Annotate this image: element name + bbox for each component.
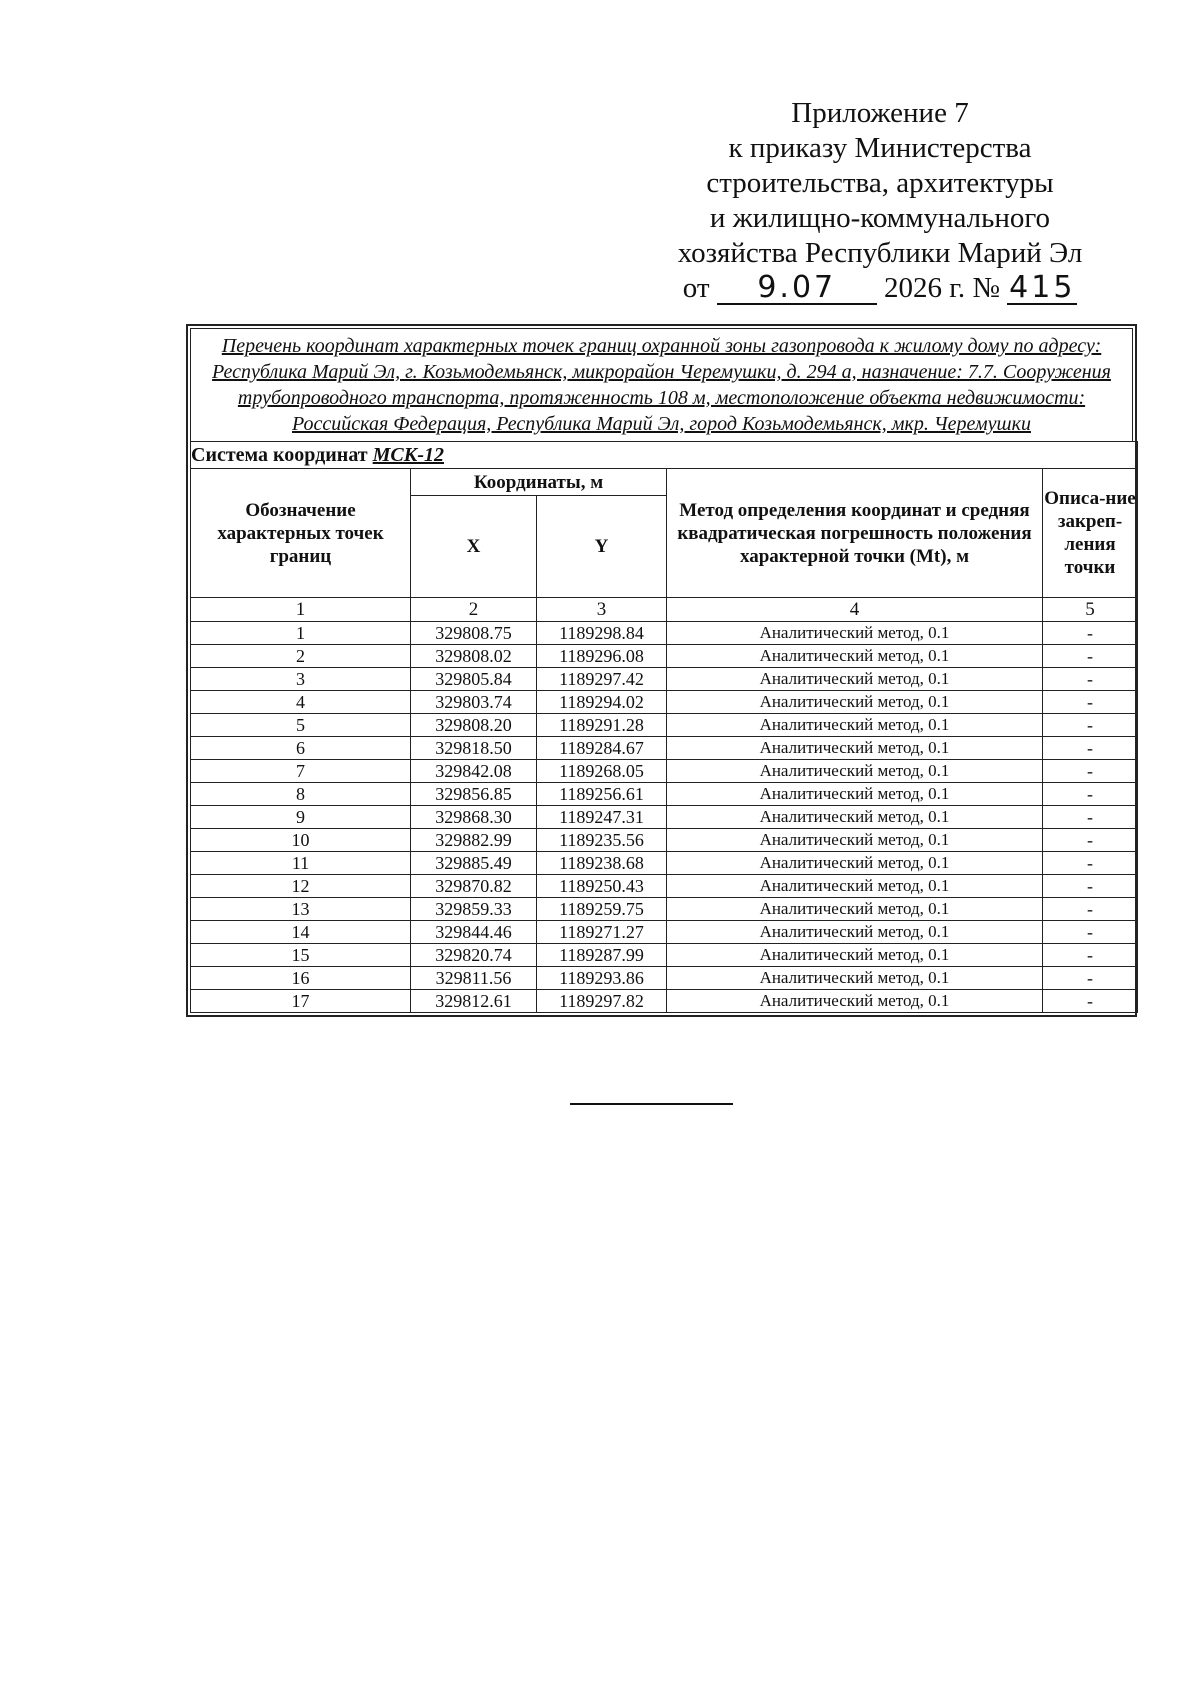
table-row [191, 875, 1138, 898]
col-number-5: 5 [1043, 598, 1138, 622]
description-cell: - [1043, 806, 1138, 829]
y-cell: 1189297.42 [537, 668, 667, 691]
ministry-line-2: и жилищно-коммунального [709, 202, 1051, 234]
description-cell: - [1043, 990, 1138, 1013]
x-cell: 329859.33 [411, 898, 537, 921]
point-cell: 7 [191, 760, 411, 783]
y-cell: 1189268.05 [537, 760, 667, 783]
coordinate-system-row [191, 442, 1138, 469]
description-cell: - [1043, 875, 1138, 898]
table-body [191, 622, 1138, 1013]
y-cell: 1189293.86 [537, 967, 667, 990]
method-cell: Аналитический метод, 0.1 [667, 668, 1043, 691]
y-cell: 1189250.43 [537, 875, 667, 898]
x-cell: 329808.20 [411, 714, 537, 737]
table-row [191, 668, 1138, 691]
ministry-line-1: строительства, архитектуры [706, 167, 1054, 199]
y-cell: 1189294.02 [537, 691, 667, 714]
coordinates-table [190, 441, 1138, 1013]
y-cell: 1189297.82 [537, 990, 667, 1013]
description-cell: - [1043, 898, 1138, 921]
x-cell: 329882.99 [411, 829, 537, 852]
table-row [191, 760, 1138, 783]
method-cell: Аналитический метод, 0.1 [667, 806, 1043, 829]
coordinate-system-cell [191, 442, 1138, 469]
method-cell: Аналитический метод, 0.1 [667, 829, 1043, 852]
col-header-x: X [411, 496, 537, 598]
x-cell: 329812.61 [411, 990, 537, 1013]
method-cell: Аналитический метод, 0.1 [667, 921, 1043, 944]
method-cell: Аналитический метод, 0.1 [667, 691, 1043, 714]
y-cell: 1189238.68 [537, 852, 667, 875]
method-cell: Аналитический метод, 0.1 [667, 944, 1043, 967]
ministry-line-3: хозяйства Республики Марий Эл [677, 237, 1083, 269]
description-cell: - [1043, 737, 1138, 760]
end-of-document-line [570, 1103, 733, 1105]
method-cell: Аналитический метод, 0.1 [667, 760, 1043, 783]
description-cell: - [1043, 622, 1138, 645]
method-cell: Аналитический метод, 0.1 [667, 737, 1043, 760]
coordinates-table-frame [186, 324, 1137, 1017]
point-cell: 8 [191, 783, 411, 806]
method-cell: Аналитический метод, 0.1 [667, 714, 1043, 737]
table-row [191, 852, 1138, 875]
point-cell: 1 [191, 622, 411, 645]
method-cell: Аналитический метод, 0.1 [667, 852, 1043, 875]
order-date-line [660, 271, 1100, 306]
coordinate-system-label: Система координат [191, 443, 368, 466]
col-number-2: 2 [411, 598, 537, 622]
col-header-coords-group: Координаты, м [411, 469, 667, 496]
x-cell: 329818.50 [411, 737, 537, 760]
order-reference-line: к приказу Министерства [728, 132, 1032, 164]
order-date: 9.07 [717, 273, 877, 305]
description-cell: - [1043, 645, 1138, 668]
table-row [191, 714, 1138, 737]
table-caption: Перечень координат характерных точек границ охранной зоны газопровода к жилому дому по адресу: Республика Марий Эл, г. Козьмодемьянск, микрорайон Черемушки, д. 294 а, назначение: 7.7. Сооружения трубопроводного транспорта, протяженность 108 м, местоположение объекта недвижимости: Российская Федерация, Республика Марий Эл, город Козьмодемьянск, мкр. Черемушки [190, 328, 1133, 441]
table-row [191, 622, 1138, 645]
table-row [191, 691, 1138, 714]
table-row [191, 737, 1138, 760]
table-row [191, 990, 1138, 1013]
point-cell: 15 [191, 944, 411, 967]
point-cell: 4 [191, 691, 411, 714]
y-cell: 1189235.56 [537, 829, 667, 852]
col-number-3: 3 [537, 598, 667, 622]
header-row-1 [191, 469, 1138, 496]
point-cell: 16 [191, 967, 411, 990]
y-cell: 1189291.28 [537, 714, 667, 737]
method-cell: Аналитический метод, 0.1 [667, 967, 1043, 990]
coordinate-system-name: МСК-12 [372, 443, 444, 466]
x-cell: 329870.82 [411, 875, 537, 898]
appendix-title: Приложение 7 [791, 97, 969, 129]
table-row [191, 898, 1138, 921]
y-cell: 1189298.84 [537, 622, 667, 645]
method-cell: Аналитический метод, 0.1 [667, 622, 1043, 645]
point-cell: 9 [191, 806, 411, 829]
table-row [191, 645, 1138, 668]
x-cell: 329868.30 [411, 806, 537, 829]
x-cell: 329808.02 [411, 645, 537, 668]
order-number: 415 [1009, 270, 1076, 305]
col-header-y: Y [537, 496, 667, 598]
point-cell: 13 [191, 898, 411, 921]
point-cell: 10 [191, 829, 411, 852]
x-cell: 329820.74 [411, 944, 537, 967]
description-cell: - [1043, 921, 1138, 944]
x-cell: 329842.08 [411, 760, 537, 783]
x-cell: 329844.46 [411, 921, 537, 944]
table-row [191, 921, 1138, 944]
x-cell: 329803.74 [411, 691, 537, 714]
y-cell: 1189287.99 [537, 944, 667, 967]
x-cell: 329856.85 [411, 783, 537, 806]
point-cell: 12 [191, 875, 411, 898]
description-cell: - [1043, 668, 1138, 691]
col-number-4: 4 [667, 598, 1043, 622]
col-header-method: Метод определения координат и средняя квадратическая погрешность положения характерной точки (Mt), м [667, 469, 1043, 598]
method-cell: Аналитический метод, 0.1 [667, 783, 1043, 806]
description-cell: - [1043, 967, 1138, 990]
col-header-description: Описа-ние закреп-ления точки [1043, 469, 1138, 598]
description-cell: - [1043, 714, 1138, 737]
date-prefix: от [682, 272, 710, 304]
y-cell: 1189284.67 [537, 737, 667, 760]
point-cell: 14 [191, 921, 411, 944]
y-cell: 1189259.75 [537, 898, 667, 921]
y-cell: 1189296.08 [537, 645, 667, 668]
point-cell: 5 [191, 714, 411, 737]
table-row [191, 967, 1138, 990]
col-number-1: 1 [191, 598, 411, 622]
description-cell: - [1043, 783, 1138, 806]
method-cell: Аналитический метод, 0.1 [667, 990, 1043, 1013]
point-cell: 2 [191, 645, 411, 668]
appendix-header [660, 96, 1100, 306]
x-cell: 329805.84 [411, 668, 537, 691]
x-cell: 329808.75 [411, 622, 537, 645]
description-cell: - [1043, 829, 1138, 852]
x-cell: 329811.56 [411, 967, 537, 990]
table-row [191, 944, 1138, 967]
y-cell: 1189247.31 [537, 806, 667, 829]
point-cell: 17 [191, 990, 411, 1013]
method-cell: Аналитический метод, 0.1 [667, 898, 1043, 921]
col-header-designation: Обозначение характерных точек границ [191, 469, 411, 598]
description-cell: - [1043, 691, 1138, 714]
order-year: 2026 г. № [884, 272, 1001, 304]
description-cell: - [1043, 852, 1138, 875]
table-row [191, 829, 1138, 852]
point-cell: 6 [191, 737, 411, 760]
method-cell: Аналитический метод, 0.1 [667, 645, 1043, 668]
method-cell: Аналитический метод, 0.1 [667, 875, 1043, 898]
column-number-row [191, 598, 1138, 622]
table-row [191, 783, 1138, 806]
point-cell: 3 [191, 668, 411, 691]
description-cell: - [1043, 760, 1138, 783]
point-cell: 11 [191, 852, 411, 875]
description-cell: - [1043, 944, 1138, 967]
x-cell: 329885.49 [411, 852, 537, 875]
y-cell: 1189271.27 [537, 921, 667, 944]
y-cell: 1189256.61 [537, 783, 667, 806]
table-row [191, 806, 1138, 829]
